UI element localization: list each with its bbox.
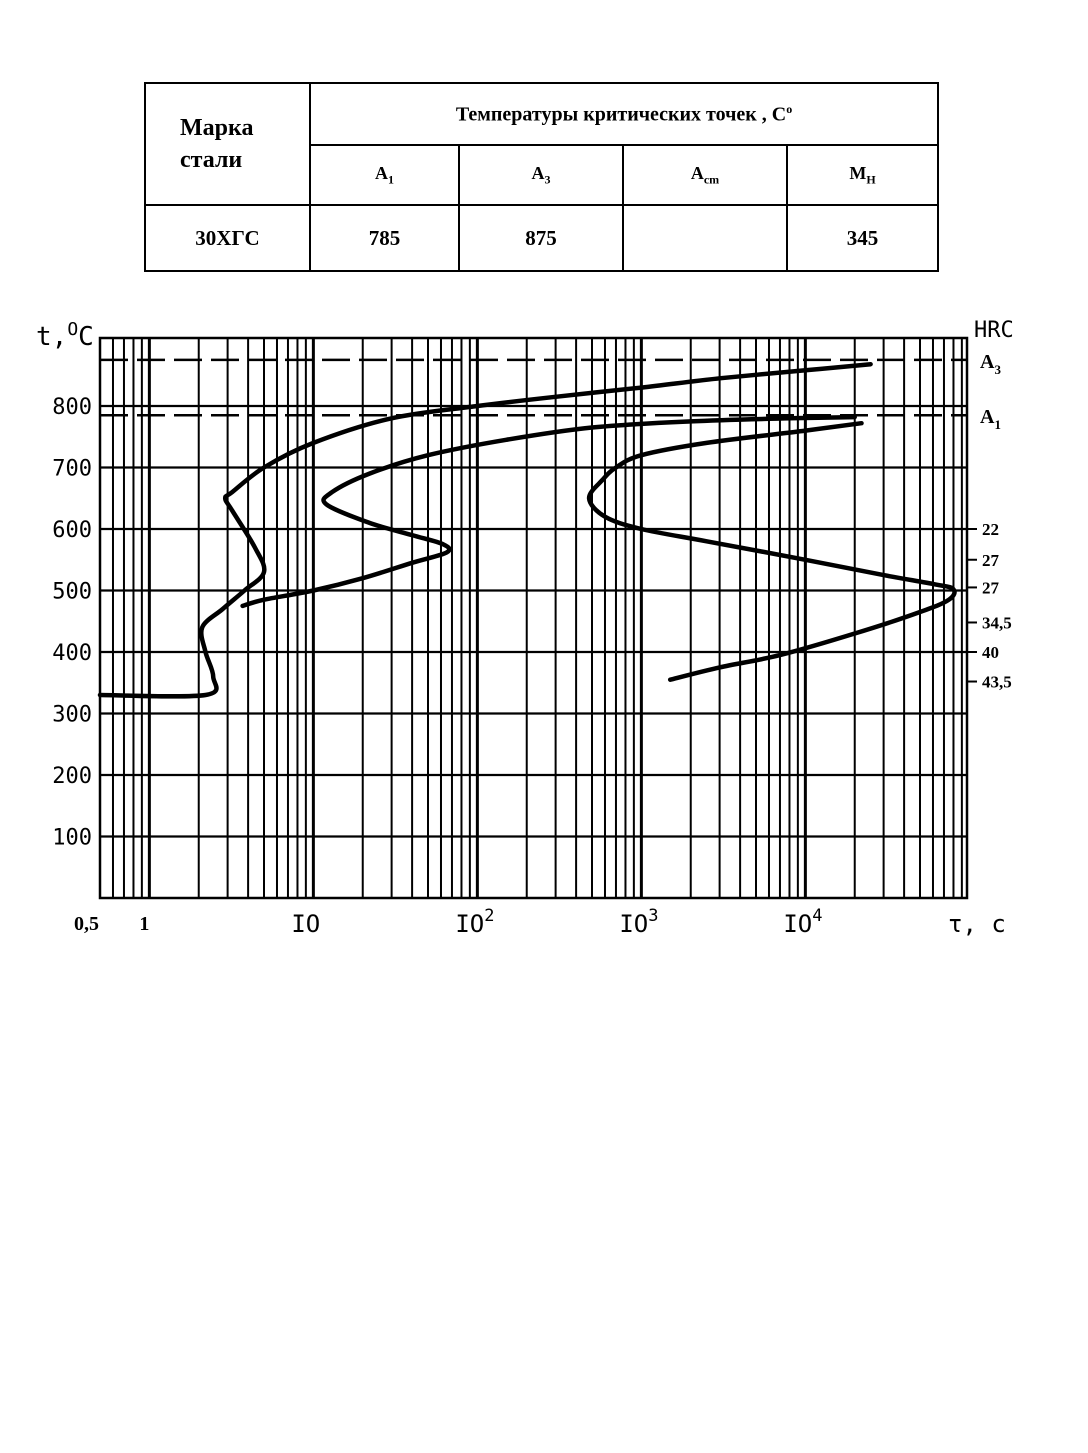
grade-header: Марка стали [145, 83, 310, 205]
curve-2 [243, 417, 855, 606]
x-tick-label: $IO^2$ [455, 906, 495, 938]
reference-label: $A_3$ [980, 350, 1001, 377]
value-mh: 345 [787, 205, 938, 271]
y-tick-label: 200 [52, 764, 92, 789]
point-header-acm: $A_{cm}$ [623, 145, 787, 205]
value-acm [623, 205, 787, 271]
hrc-label: 22 [982, 520, 999, 539]
reference-label: $A_1$ [980, 406, 1001, 433]
y-tick-label: 400 [52, 641, 92, 666]
critical-temperatures-header: Температуры критических точек , $С^o$ [310, 83, 938, 145]
hrc-label: 27 [982, 578, 999, 598]
plot-frame [100, 338, 967, 898]
tick-labels [52, 395, 1012, 938]
x-tick-label: $IO^4$ [783, 906, 823, 938]
grade-value: 30ХГС [145, 205, 310, 271]
y-tick-label: 500 [52, 579, 92, 605]
x-axis-label: τ, с [948, 910, 1006, 938]
value-a1: 785 [310, 205, 459, 271]
point-header-a1: $A_1$ [310, 145, 459, 205]
hrc-label: 34,5 [982, 613, 1012, 633]
point-header-a3: $A_3$ [459, 145, 623, 205]
critical-points-table [144, 82, 939, 272]
x-tick-label: IO [291, 910, 321, 938]
point-header-mh: $M_H$ [787, 145, 938, 205]
hrc-label: 43,5 [982, 672, 1012, 692]
x-tick-label: 0,5 [74, 913, 99, 935]
grid [100, 338, 967, 898]
hrc-label: 27 [982, 550, 999, 570]
y-tick-label: 700 [52, 456, 92, 482]
x-tick-label: $IO^3$ [619, 906, 659, 938]
value-a3: 875 [459, 205, 623, 271]
y-axis-label: t,$^O$C [36, 319, 94, 352]
right-axis-title: HRC [974, 318, 1014, 343]
y-tick-label: 800 [52, 395, 92, 420]
y-tick-label: 600 [52, 518, 92, 543]
ttt-diagram [0, 300, 1088, 960]
curve-3 [589, 423, 954, 680]
y-tick-label: 100 [52, 825, 92, 851]
hrc-label: 40 [982, 643, 999, 662]
y-tick-label: 300 [52, 702, 92, 728]
x-tick-label: 1 [139, 913, 150, 935]
